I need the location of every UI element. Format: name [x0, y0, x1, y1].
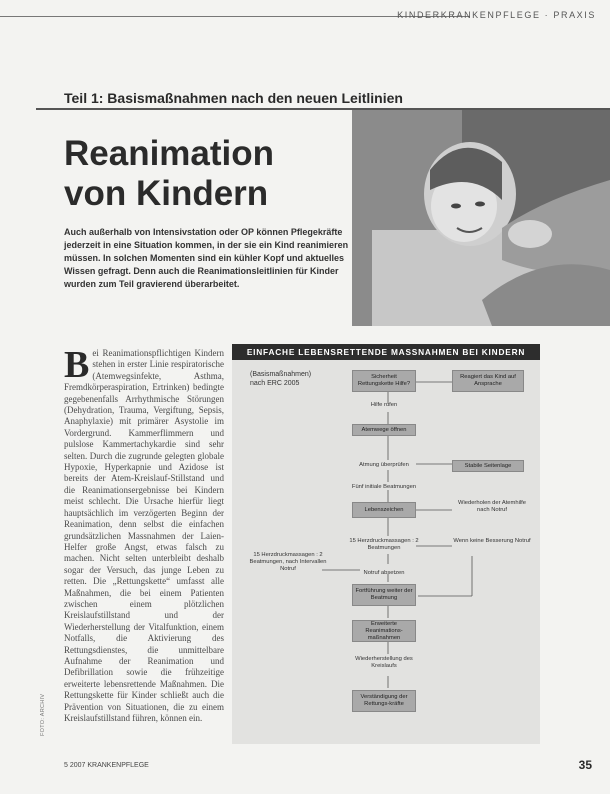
flow-step-advanced-measures: Erweiterte Reanimations-maßnahmen [352, 620, 416, 642]
photo-credit: FOTO: ARCHIV [40, 693, 46, 736]
flow-left-note: 15 Herzdruckmassagen : 2 Beatmungen, nach Intervallen Notruf [249, 552, 327, 573]
series-title: Teil 1: Basismaßnahmen nach den neuen Leitlinien [64, 90, 403, 106]
flow-step-check-safety: Sicherheit Rettungskette Hilfe? [352, 370, 416, 392]
body-text: ei Reanimationspflichtigen Kindern stehen in erster Linie respiratorische (Atemwegsinfekte, Asthma, Fremdkörperaspiration, Ertrinken) bedingte gegebenenfalls Arrhythmische Störungen (Dehydration, Trauma, Vergiftung, Sepsis, Anaphylaxie) mit primärer Asystolie im Vordergrund. Kammerflimmern und pulslose Kammertachykardie sind sehr selten. Durch die zugrunde gelegten globale Hypoxie, Hyperkapnie und Azidose ist bereits der Atem-Kreislauf-Stillstand und die Reanimationsergebnisse bei Kindern meist schlecht. Die Ursache hierfür liegt hauptsächlich im verzögerten Beginn der Reanimation, denn selbst die einfachen grundsätzlichen Massnahmen der Laien-Helfer große Angst, etwas falsch zu machen. Nicht selten unterbleibt deshalb sogar der Versuch, das junge Leben zu retten. Die „Rettungskette“ umfasst alle Maßnahmen, die bei einem Patienten zwischen einem plötzlichen Kreislaufstillstand und der Wiederherstellung der Vitalfunktion, einem Notfalls, die Aktivierung des Rettungsdienstes, die unmittelbare Aufnahme der Reanimation und Defibrillation sowie die frühzeitige erweiterte lebensrettende Maßnahmen. Die Rettungskette für Kinder schließt auch die Prävention von Situationen, die zu einem Kreislaufstillstand führen, können ein. [64, 348, 224, 723]
flow-step-recovery-position: Stabile Seitenlage [452, 460, 524, 472]
title-line-2: von Kindern [64, 174, 269, 213]
article-body [64, 344, 224, 724]
flow-step-restore-circulation: Wiederherstellung des Kreislaufs [355, 656, 413, 669]
photo-illustration [352, 110, 610, 326]
article-title [64, 134, 274, 214]
flow-step-continue-ventilation: Fortführung weiter der Beatmung [352, 584, 416, 606]
flow-step-inform-rescuers: Verständigung der Rettungs-kräfte [352, 690, 416, 712]
flow-step-open-airway: Atemwege öffnen [352, 424, 416, 436]
flow-step-call-help: Hilfe rufen [370, 402, 398, 408]
drop-cap: B [64, 344, 90, 386]
flow-step-compressions: 15 Herzdruckmassagen : 2 Beatmungen [349, 538, 419, 551]
section-label: KINDERKRANKENPFLEGE · PRAXIS [397, 10, 596, 20]
title-line-1: Reanimation [64, 134, 275, 173]
page-header [0, 0, 610, 26]
page-number: 35 [578, 758, 592, 772]
article-photo [352, 110, 610, 326]
flow-step-repeat-breaths: Wiederholen der Atemhilfe nach Notruf [458, 500, 526, 514]
article-intro: Auch außerhalb von Intensivstation oder OP können Pflegekräfte jederzeit in eine Situation kommen, in der sie ein Kind reanimieren müssen. In solchen Momenten sind ein kühler Kopf und aktuelles Wissen gefragt. Denn auch die Reanimationsleitlinien für Kinder wurden zum Teil gravierend überarbeitet. [64, 227, 349, 289]
flow-step-responsive: Reagiert das Kind auf Ansprache [452, 370, 524, 392]
flowchart-subtitle-line-2: nach ERC 2005 [250, 380, 300, 387]
flow-step-rescue-breaths: Fünf initiale Beatmungen [351, 484, 417, 490]
flowchart-heading: EINFACHE LEBENSRETTENDE MASSNAHMEN BEI KINDERN [232, 344, 540, 360]
flow-step-check-breathing: Atmung überprüfen [359, 462, 409, 468]
flowchart-subtitle-line-1: (Basismaßnahmen) [250, 371, 312, 378]
flow-step-emergency-call: Notruf absetzen [363, 570, 405, 576]
flow-step-signs-of-life: Lebenszeichen [352, 502, 416, 518]
flow-step-no-improvement: Wenn keine Besserung Notruf [453, 538, 531, 544]
footer-issue: 5 2007 KRANKENPFLEGE [64, 762, 149, 769]
